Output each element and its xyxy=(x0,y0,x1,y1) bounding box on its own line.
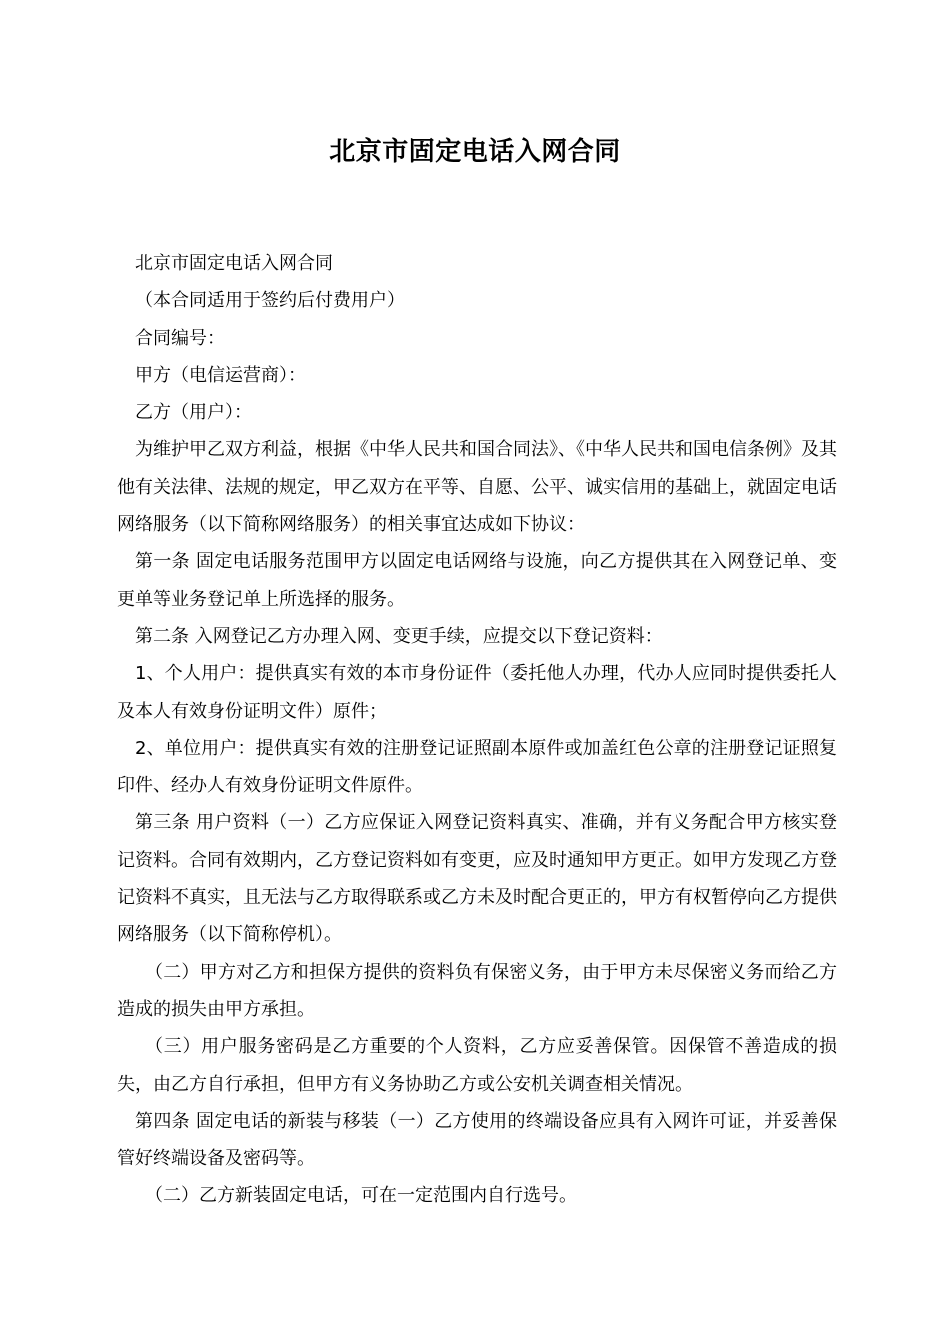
paragraph-article-2: 第二条 入网登记乙方办理入网、变更手续，应提交以下登记资料： xyxy=(135,625,663,647)
paragraph-party-a: 甲方（电信运营商）： xyxy=(135,364,306,386)
paragraph-contract-number: 合同编号： xyxy=(135,327,225,349)
paragraph-heading: 北京市固定电话入网合同 xyxy=(135,253,333,274)
paragraph-article-1: 第一条 固定电话服务范围甲方以固定电话网络与设施，向乙方提供其在入网登记单、变更单等业务登记单上所选择的服务。 xyxy=(117,551,837,610)
paragraph-party-b: 乙方（用户）： xyxy=(135,402,252,424)
paragraph-preamble: 为维护甲乙双方利益，根据《中华人民共和国合同法》、《中华人民共和国电信条例》及其他有关法律、法规的规定，甲乙双方在平等、自愿、公平、诚实信用的基础上，就固定电话网络服务（以下简称网络服务）的相关事宜达成如下协议： xyxy=(117,439,837,536)
document-title: 北京市固定电话入网合同 xyxy=(329,137,621,167)
paragraph-article-3-clause-2: （二）甲方对乙方和担保方提供的资料负有保密义务，由于甲方未尽保密义务而给乙方造成的损失由甲方承担。 xyxy=(117,961,837,1020)
paragraph-article-4: 第四条 固定电话的新装与移装（一）乙方使用的终端设备应具有入网许可证，并妥善保管好终端设备及密码等。 xyxy=(117,1110,837,1170)
document-body xyxy=(117,245,837,1215)
paragraph-article-3-clause-3: （三）用户服务密码是乙方重要的个人资料，乙方应妥善保管。因保管不善造成的损失，由乙方自行承担，但甲方有义务协助乙方或公安机关调查相关情况。 xyxy=(117,1036,837,1095)
paragraph-article-3: 第三条 用户资料（一）乙方应保证入网登记资料真实、准确，并有义务配合甲方核实登记资料。合同有效期内，乙方登记资料如有变更，应及时通知甲方更正。如甲方发现乙方登记资料不真实，且无法与乙方取得联系或乙方未及时配合更正的，甲方有权暂停向乙方提供网络服务（以下简称停机）。 xyxy=(117,812,837,946)
paragraph-article-4-clause-2: （二）乙方新装固定电话，可在一定范围内自行选号。 xyxy=(145,1185,577,1207)
paragraph-applicability-note: （本合同适用于签约后付费用户） xyxy=(135,290,405,312)
paragraph-article-2-item-1: 1、个人用户：提供真实有效的本市身份证件（委托他人办理，代办人应同时提供委托人及本人有效身份证明文件）原件； xyxy=(117,663,837,722)
paragraph-article-2-item-2: 2、单位用户：提供真实有效的注册登记证照副本原件或加盖红色公章的注册登记证照复印件、经办人有效身份证明文件原件。 xyxy=(117,737,837,797)
